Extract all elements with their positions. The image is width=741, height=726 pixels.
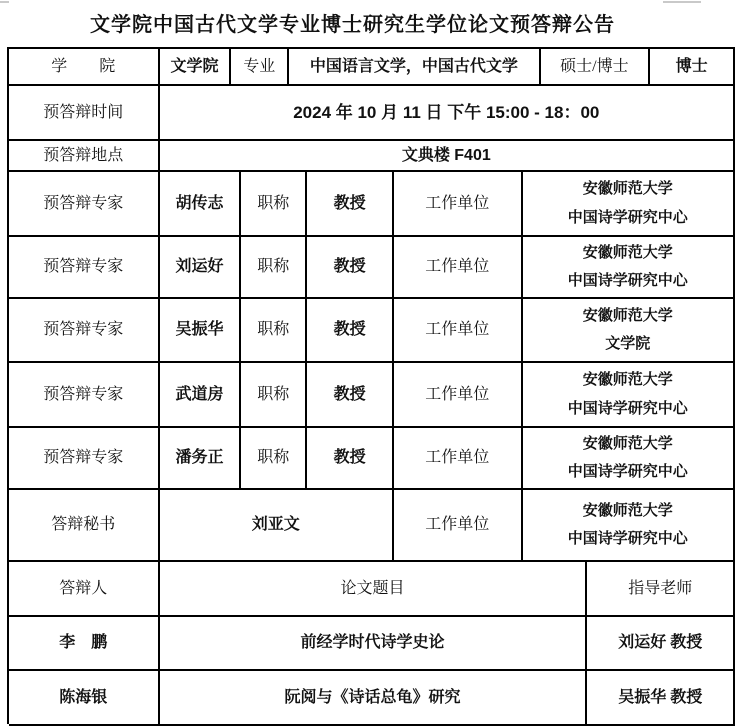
secretary-label: 答辩秘书	[9, 490, 160, 562]
thesis-label: 论文题目	[160, 562, 588, 617]
table-row-defense-header	[9, 562, 735, 617]
candidate-label: 答辩人	[9, 562, 160, 617]
expert-name: 刘运好	[160, 237, 242, 299]
table-row-expert	[9, 299, 735, 363]
title-label: 职称	[241, 172, 307, 237]
org-line1: 安徽师范大学	[582, 307, 673, 324]
advisor-name: 吴振华 教授	[587, 671, 735, 726]
org-line2: 文学院	[605, 336, 651, 352]
org-label: 工作单位	[394, 237, 523, 299]
page-title: 文学院中国古代文学专业博士研究生学位论文预答辩公告	[90, 14, 615, 36]
org-line2: 中国诗学研究中心	[567, 464, 688, 480]
expert-name: 吴振华	[160, 299, 242, 363]
expert-label: 预答辩专家	[9, 172, 160, 237]
title-label: 职称	[241, 299, 307, 363]
expert-name: 潘务正	[160, 428, 242, 490]
title-value: 教授	[307, 237, 394, 299]
title-label: 职称	[241, 237, 307, 299]
title-label: 职称	[241, 363, 307, 428]
advisor-label: 指导老师	[587, 562, 735, 617]
org-label: 工作单位	[394, 299, 523, 363]
org-line2: 中国诗学研究中心	[567, 531, 688, 547]
org-label: 工作单位	[394, 172, 523, 237]
org-line1: 安徽师范大学	[582, 181, 673, 197]
college-label: 学 院	[9, 49, 160, 86]
place-label: 预答辩地点	[9, 141, 160, 172]
table-row-candidate	[9, 617, 735, 671]
announcement-table	[7, 47, 735, 724]
college-value: 文学院	[160, 49, 232, 86]
table-row-secretary	[9, 490, 735, 562]
title-value: 教授	[307, 172, 394, 237]
table-row-time	[9, 86, 735, 141]
major-value: 中国语言文学，中国古代文学	[289, 49, 540, 86]
org-line2: 中国诗学研究中心	[567, 400, 688, 417]
expert-label: 预答辩专家	[9, 428, 160, 490]
org-line1: 安徽师范大学	[582, 244, 673, 261]
org-label: 工作单位	[394, 363, 523, 428]
expert-label: 预答辩专家	[9, 363, 160, 428]
table-row-expert	[9, 363, 735, 428]
org-label: 工作单位	[394, 490, 523, 562]
expert-name: 胡传志	[160, 172, 242, 237]
thesis-title: 前经学时代诗学史论	[160, 617, 588, 671]
place-value: 文典楼 F401	[160, 141, 735, 172]
expert-label: 预答辩专家	[9, 237, 160, 299]
secretary-name: 刘亚文	[160, 490, 394, 562]
candidate-name: 陈海银	[9, 671, 160, 726]
degree-label: 硕士/博士	[541, 49, 651, 86]
time-value: 2024 年 10 月 11 日 下午 15:00 - 18：00	[160, 86, 735, 141]
table-row-place	[9, 141, 735, 172]
org-label: 工作单位	[394, 428, 523, 490]
org-value	[523, 237, 735, 299]
org-line2: 中国诗学研究中心	[567, 273, 688, 289]
title-value: 教授	[307, 299, 394, 363]
advisor-name: 刘运好 教授	[587, 617, 735, 671]
title-label: 职称	[241, 428, 307, 490]
org-line2: 中国诗学研究中心	[567, 209, 688, 226]
org-line1: 安徽师范大学	[582, 372, 673, 388]
org-value	[523, 490, 735, 562]
table-row-expert	[9, 237, 735, 299]
table-row-expert	[9, 172, 735, 237]
expert-label: 预答辩专家	[9, 299, 160, 363]
thesis-title: 阮阅与《诗话总龟》研究	[160, 671, 588, 726]
candidate-name: 李 鹏	[9, 617, 160, 671]
expert-name: 武道房	[160, 363, 242, 428]
degree-value: 博士	[650, 49, 735, 86]
major-label: 专业	[231, 49, 289, 86]
org-value	[523, 428, 735, 490]
org-value	[523, 363, 735, 428]
table-row-expert	[9, 428, 735, 490]
org-line1: 安徽师范大学	[582, 435, 673, 452]
table-row-candidate	[9, 671, 735, 726]
time-label: 预答辩时间	[9, 86, 160, 141]
title-value: 教授	[307, 363, 394, 428]
scan-edge-artifact-left	[0, 1, 9, 3]
scan-edge-artifact-right	[663, 1, 701, 3]
org-value	[523, 172, 735, 237]
title-value: 教授	[307, 428, 394, 490]
org-value	[523, 299, 735, 363]
table-row-college	[9, 49, 735, 86]
org-line1: 安徽师范大学	[582, 502, 673, 519]
